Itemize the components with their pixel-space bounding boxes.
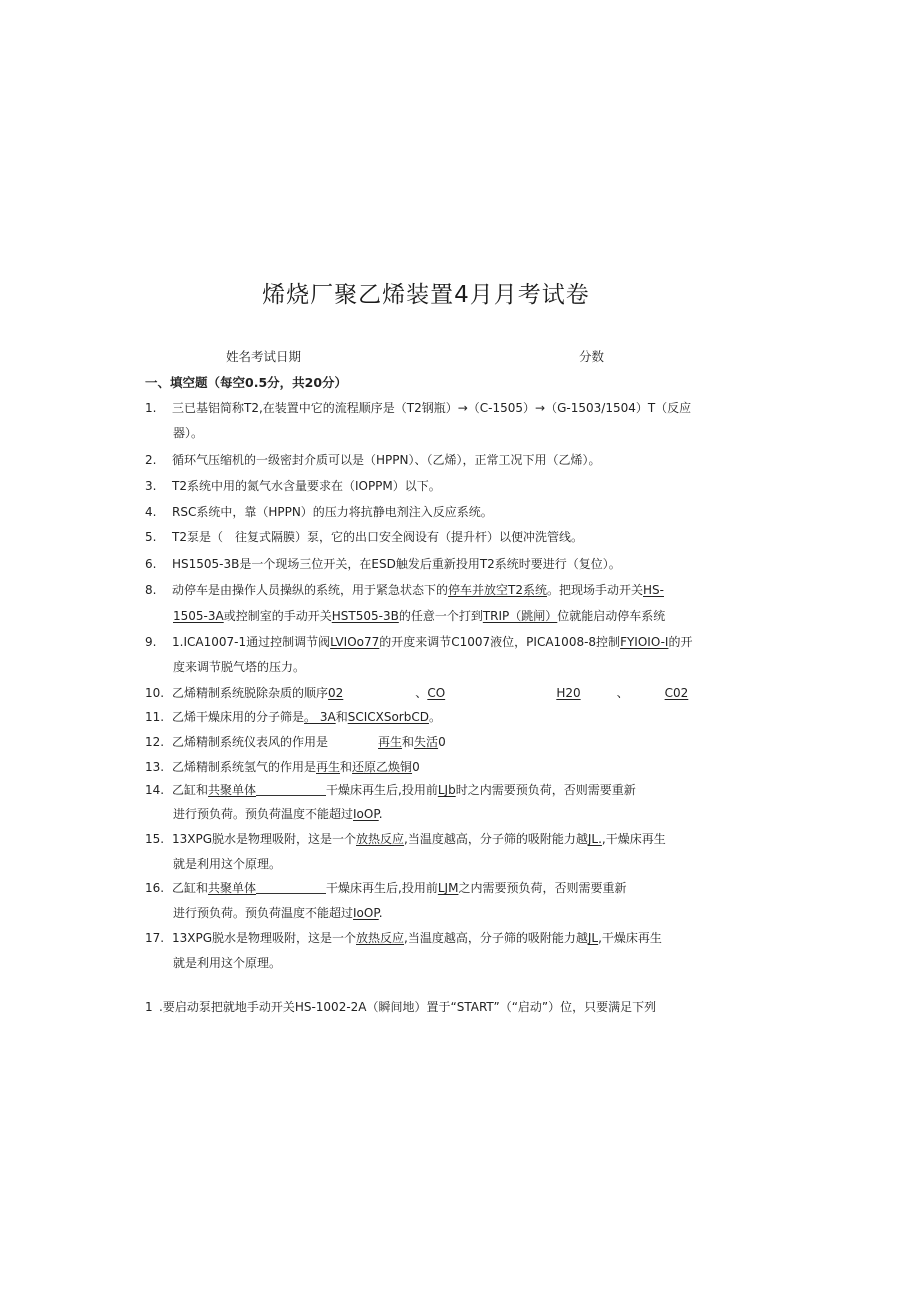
question-9-cont: 度来调节脱气塔的压力。	[173, 660, 306, 674]
question-number: 9.	[145, 635, 157, 649]
question-number: 14.	[145, 783, 165, 797]
question-8	[145, 578, 664, 603]
answer: JL	[587, 931, 599, 945]
answer: 停车并放空T2系统	[448, 583, 547, 597]
answer: HST505-3B	[331, 609, 399, 623]
question-final	[145, 995, 656, 1020]
question-text: 乙缸和	[172, 783, 209, 797]
question-15-cont: 就是利用这个原理。	[173, 857, 282, 871]
question-text: 。	[428, 710, 441, 724]
answer: 再生	[378, 735, 403, 749]
question-text: .	[378, 807, 383, 821]
answer-blank	[256, 880, 326, 894]
question-11	[145, 705, 441, 730]
answer: LJM	[437, 881, 459, 895]
question-15	[145, 827, 666, 852]
question-number: 13.	[145, 760, 165, 774]
question-text: 乙烯精制系统仪表风的作用是	[172, 735, 329, 749]
question-14	[145, 778, 636, 803]
question-text: .	[378, 906, 383, 920]
question-8-cont	[173, 604, 665, 629]
answer: SCICXSorbCD	[347, 710, 429, 724]
question-3	[145, 474, 441, 499]
question-number: 10.	[145, 686, 165, 700]
question-text: 的开度来调节C1007液位，PICA1008-8控制	[379, 635, 621, 649]
question-text: 位就能启动停车系统	[557, 609, 666, 623]
question-number: 6.	[145, 557, 157, 571]
page-title: 烯烧厂聚乙烯装置4月月考试卷	[262, 282, 590, 308]
question-number: 5.	[145, 530, 157, 544]
answer: LVIOo77	[330, 635, 380, 649]
question-text: 循环气压缩机的一级密封介质可以是（HPPN）、（乙烯），正常工况下用（乙烯）。	[172, 453, 601, 467]
question-number: 15.	[145, 832, 165, 846]
question-5	[145, 525, 583, 550]
question-text: 0	[438, 735, 446, 749]
question-number: 1	[145, 1000, 153, 1014]
question-text: ,干燥床再生	[598, 931, 662, 945]
question-text: 和	[335, 710, 348, 724]
question-text: 的任意一个打到	[398, 609, 483, 623]
question-17	[145, 926, 662, 951]
question-text: 或控制室的手动开关	[223, 609, 332, 623]
question-text: 三已基铝简称T2,在装置中它的流程顺序是（T2钢瓶）→（C-1505）→（G-1503/1504）T（反应	[172, 401, 692, 415]
question-text: T2泵是（ 往复式隔膜）泵，它的出口安全阀设有（提升杆）以便冲洗管线。	[172, 530, 583, 544]
question-14-cont	[173, 802, 383, 827]
question-2	[145, 448, 600, 473]
question-text: ,干燥床再生	[601, 832, 666, 846]
question-text: 1.ICA1007-1通过控制调节阀	[172, 635, 331, 649]
question-number: 11.	[145, 710, 165, 724]
question-number: 17.	[145, 931, 165, 945]
question-number: 8.	[145, 583, 157, 597]
answer: HS-	[643, 583, 664, 597]
question-1	[145, 396, 691, 421]
question-text: 的开	[668, 635, 693, 649]
question-17-cont: 就是利用这个原理。	[173, 956, 282, 970]
question-text: 13XPG脱水是物理吸附，这是一个	[172, 832, 357, 846]
question-9	[145, 630, 692, 655]
question-text: RSC系统中，靠（HPPN）的压力将抗静电剂注入反应系统。	[172, 505, 493, 519]
question-number: 3.	[145, 479, 157, 493]
question-12	[145, 730, 446, 755]
answer: H20	[556, 686, 581, 700]
question-text: 动停车是由操作人员操纵的系统，用于紧急状态下的	[172, 583, 449, 597]
question-text: ,当温度越高，分子筛的吸附能力越	[404, 931, 588, 945]
question-10	[145, 681, 688, 706]
answer: 共聚单体	[208, 783, 257, 797]
question-text: 进行预负荷。预负荷温度不能超过	[173, 906, 354, 920]
question-1-cont: 器）。	[173, 426, 204, 440]
question-text: 和	[340, 760, 353, 774]
question-text: 干燥床再生后,投用前	[326, 783, 438, 797]
question-number: 4.	[145, 505, 157, 519]
question-number: 16.	[145, 881, 165, 895]
question-number: 12.	[145, 735, 165, 749]
answer: FYIOIO-I	[620, 635, 669, 649]
answer: 还原乙焕铜	[352, 760, 413, 774]
separator: 、	[415, 686, 428, 700]
question-text: 0	[412, 760, 420, 774]
question-text: 和	[402, 735, 415, 749]
question-number: 1.	[145, 401, 157, 415]
question-text: 干燥床再生后,投用前	[326, 881, 438, 895]
question-text: 进行预负荷。预负荷温度不能超过	[173, 807, 354, 821]
separator: 、	[616, 686, 629, 700]
name-date-label: 姓名考试日期	[226, 349, 302, 364]
answer: LJb	[437, 783, 456, 797]
answer-blank	[256, 782, 326, 796]
question-text: 乙烯精制系统脱除杂质的顺序	[172, 686, 329, 700]
answer: IoOP	[353, 906, 379, 920]
question-text: 乙烯精制系统氢气的作用是	[172, 760, 317, 774]
section-heading: 一、填空题（每空0.5分，共20分）	[145, 375, 348, 390]
answer: CO	[427, 686, 446, 700]
answer: 失活	[414, 735, 439, 749]
question-4	[145, 500, 493, 525]
question-text: .要启动泵把就地手动开关HS-1002-2A（瞬间地）置于“START”（“启动”）位，只要满足下列	[159, 1000, 657, 1014]
question-16	[145, 876, 626, 901]
answer: 放热反应	[356, 832, 405, 846]
answer: TRIP（跳闸）	[482, 609, 558, 623]
question-13	[145, 755, 420, 780]
answer: 02	[328, 686, 344, 700]
question-text: 之内需要预负荷，否则需要重新	[458, 881, 627, 895]
answer: 。 3A	[304, 710, 336, 724]
question-text: 13XPG脱水是物理吸附，这是一个	[172, 931, 357, 945]
score-label: 分数	[579, 349, 605, 364]
question-text: 乙缸和	[172, 881, 209, 895]
answer: JL.	[587, 832, 602, 846]
question-text: T2系统中用的氮气水含量要求在（IOPPM）以下。	[172, 479, 441, 493]
question-text: 时之内需要预负荷，否则需要重新	[455, 783, 636, 797]
question-text: 。把现场手动开关	[546, 583, 643, 597]
answer: IoOP	[353, 807, 379, 821]
answer: 1505-3A	[173, 609, 224, 623]
answer: 放热反应	[356, 931, 405, 945]
answer: 共聚单体	[208, 881, 257, 895]
question-text: 乙烯干燥床用的分子筛是	[172, 710, 305, 724]
answer: 再生	[316, 760, 341, 774]
question-6	[145, 552, 621, 577]
question-text: ,当温度越高，分子筛的吸附能力越	[404, 832, 588, 846]
question-text: HS1505-3B是一个现场三位开关，在ESD触发后重新投用T2系统时要进行（复位）。	[172, 557, 621, 571]
answer: C02	[664, 686, 689, 700]
question-16-cont	[173, 901, 383, 926]
question-number: 2.	[145, 453, 157, 467]
